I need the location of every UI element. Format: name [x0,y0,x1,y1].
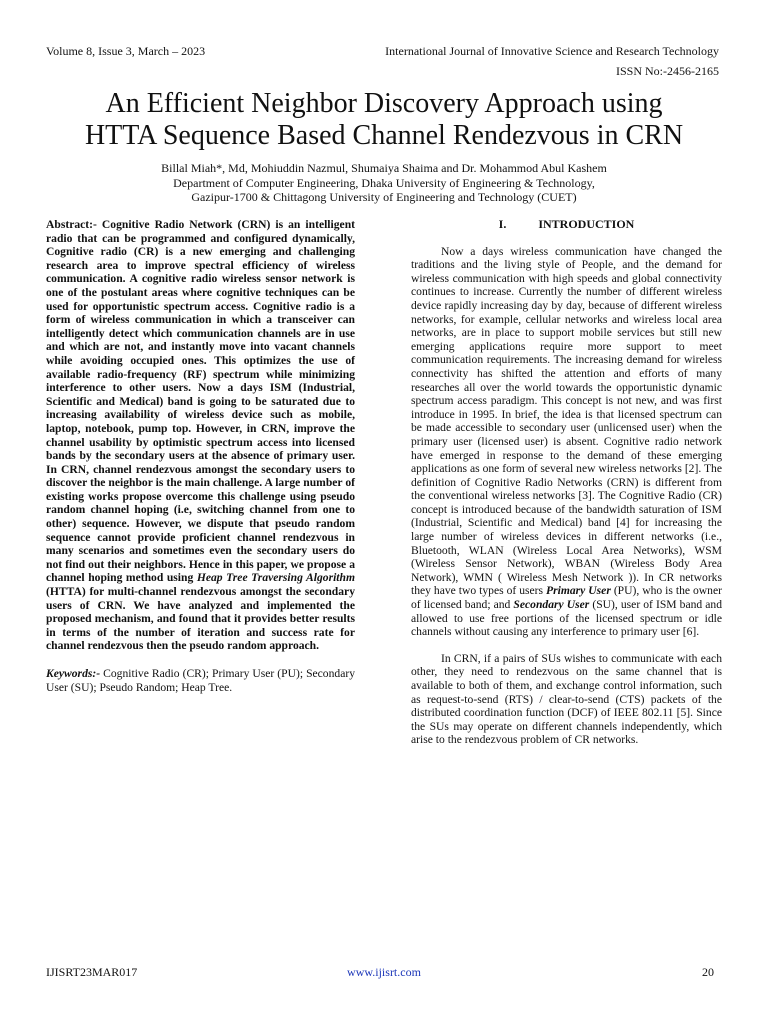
right-column [411,218,722,747]
keywords [46,667,355,694]
issn: ISSN No:-2456-2165 [615,64,719,78]
author-block [40,161,728,205]
journal-name: International Journal of Innovative Science and Research Technology [385,44,719,58]
page-number: 20 [702,965,714,979]
title-line: An Efficient Neighbor Discovery Approach using [105,88,663,119]
term-secondary-user: Secondary User [513,598,590,612]
abstract [46,218,355,653]
section-title: INTRODUCTION [538,217,635,231]
section-heading [411,218,722,232]
term-primary-user: Primary User [546,584,611,598]
paragraph-text: (PU), who is the owner of licensed band; and [411,584,722,612]
paragraph-text: Now a days wireless communication have changed the traditions and the living style of People, and the demand for wireless communication with high speeds and global connectivity continues to increase. Currently the number of different wireless device rapidly increasing day by day, because of different wireless networks, for example, cellular networks and wireless local area networks, are in place to support mobile services but still new emerging applications require more support to meet communication requirements. The increasing demand for wireless connectivity has shifted the attention and efforts of many researches all over the world towards the opportunistic dynamic spectrum access paradigm. This concept is not new, and was first introduce in 1995. In brief, the idea is that licensed spectrum can be made accessible to secondary user (unlicensed user) when the primary user (licensed user) is absent. Cognitive radio network have emerged in response to the demand of these emerging applications as one form of several new wireless networks [2]. The definition of Cognitive Radio Networks (CRN) is different from the conventional wireless networks [3]. The Cognitive Radio (CR) concept is introduced because of the bandwidth saturation of ISM (Industrial, Scientific and Medical) band [4] for increasing the large number of wireless devices in different networks (i.e., Bluetooth, WLAN (Wireless Local Area Networks), WSM (Wireless Sensor Network), WBAN (Wireless Body Area Network), WMN ( Wireless Mesh Network )). In CR networks they have two types of users [411,244,722,598]
paragraph-text: (SU), user of ISM band and allowed to use free portions of the licensed spectrum or idle channels without causing any interference to primary user [6]. [411,598,723,639]
intro-paragraph: In CRN, if a pairs of SUs wishes to communicate with each other, they need to rendezvous on the same channel that is available to both of them, and exchange control information, such as request-to-send (RTS) / clear-to-send (CTS) packets of the distributed coordination function (DCF) of IEEE 802.11 [5]. Since the SUs may operate on different channels independently, which arise to the rendezvous problem of CR networks. [411,651,722,747]
abstract-algorithm-name: Heap Tree Traversing Algorithm [196,571,355,585]
paper-code: IJISRT23MAR017 [46,965,138,979]
affiliation-line: Gazipur-1700 & Chittagong University of Engineering and Technology (CUET) [191,190,577,204]
keywords-text: Cognitive Radio (CR); Primary User (PU); Secondary User (SU); Pseudo Random; Heap Tree. [46,667,355,694]
journal-url[interactable]: www.ijisrt.com [347,965,421,979]
title-line: HTTA Sequence Based Channel Rendezvous in CRN [84,120,684,151]
keywords-label: Keywords:- [46,667,101,680]
abstract-text: Abstract:- Cognitive Radio Network (CRN) is an intelligent radio that can be programmed and configured dynamically, Cognitive radio (CR) is a new emerging and challenging research area to improve spectral efficiency of wireless communication. A cognitive radio wireless sensor network is one of the postulant areas where cognitive techniques can be used for opportunistic spectrum access. Cognitive radio is a form of wireless communication in which a transceiver can intelligently detect which communication channels are in use and which are not, and instantly move into vacant channels while avoiding occupied ones. This optimizes the use of available radio-frequency (RF) spectrum while minimizing interference to other users. Now a days ISM (Industrial, Scientific and Medical) band is going to be saturated due to increasing availability of wireless device such as mobile, laptop, notebook, pump top. However, in CRN, improve the channel usability by optimistic spectrum access into licensed bands by the secondary users at the absence of primary user. In CRN, channel rendezvous amongst the secondary users to discover the neighbor is the main challenge. A large number of existing works propose overcome this challenge using pseudo random channel hoping (i.e, switching channel from one to other) sequence. However, we dispute that pseudo random sequence cannot provide proficient channel rendezvous in many scenarios and sometimes even the secondary users do not find out their neighbors. Hence in this paper, we propose a channel hoping method using [46,218,355,585]
affiliation-line: Department of Computer Engineering, Dhaka University of Engineering & Technology, [173,175,595,190]
volume-info: Volume 8, Issue 3, March – 2023 [46,44,206,58]
intro-paragraph [411,245,722,639]
paper-title [40,88,728,152]
section-number: I. [498,217,507,231]
abstract-text-end: (HTTA) for multi-channel rendezvous amongst the secondary users of CRN. We have analyzed and implemented the proposed mechanism, and found that it provides better results in terms of the number of iteration and success rate for channel rendezvous then the pseudo random approach. [46,585,355,653]
left-column [46,218,355,694]
authors: Billal Miah*, Md, Mohiuddin Nazmul, Shumaiya Shaima and Dr. Mohammod Abul Kashem [161,161,607,175]
